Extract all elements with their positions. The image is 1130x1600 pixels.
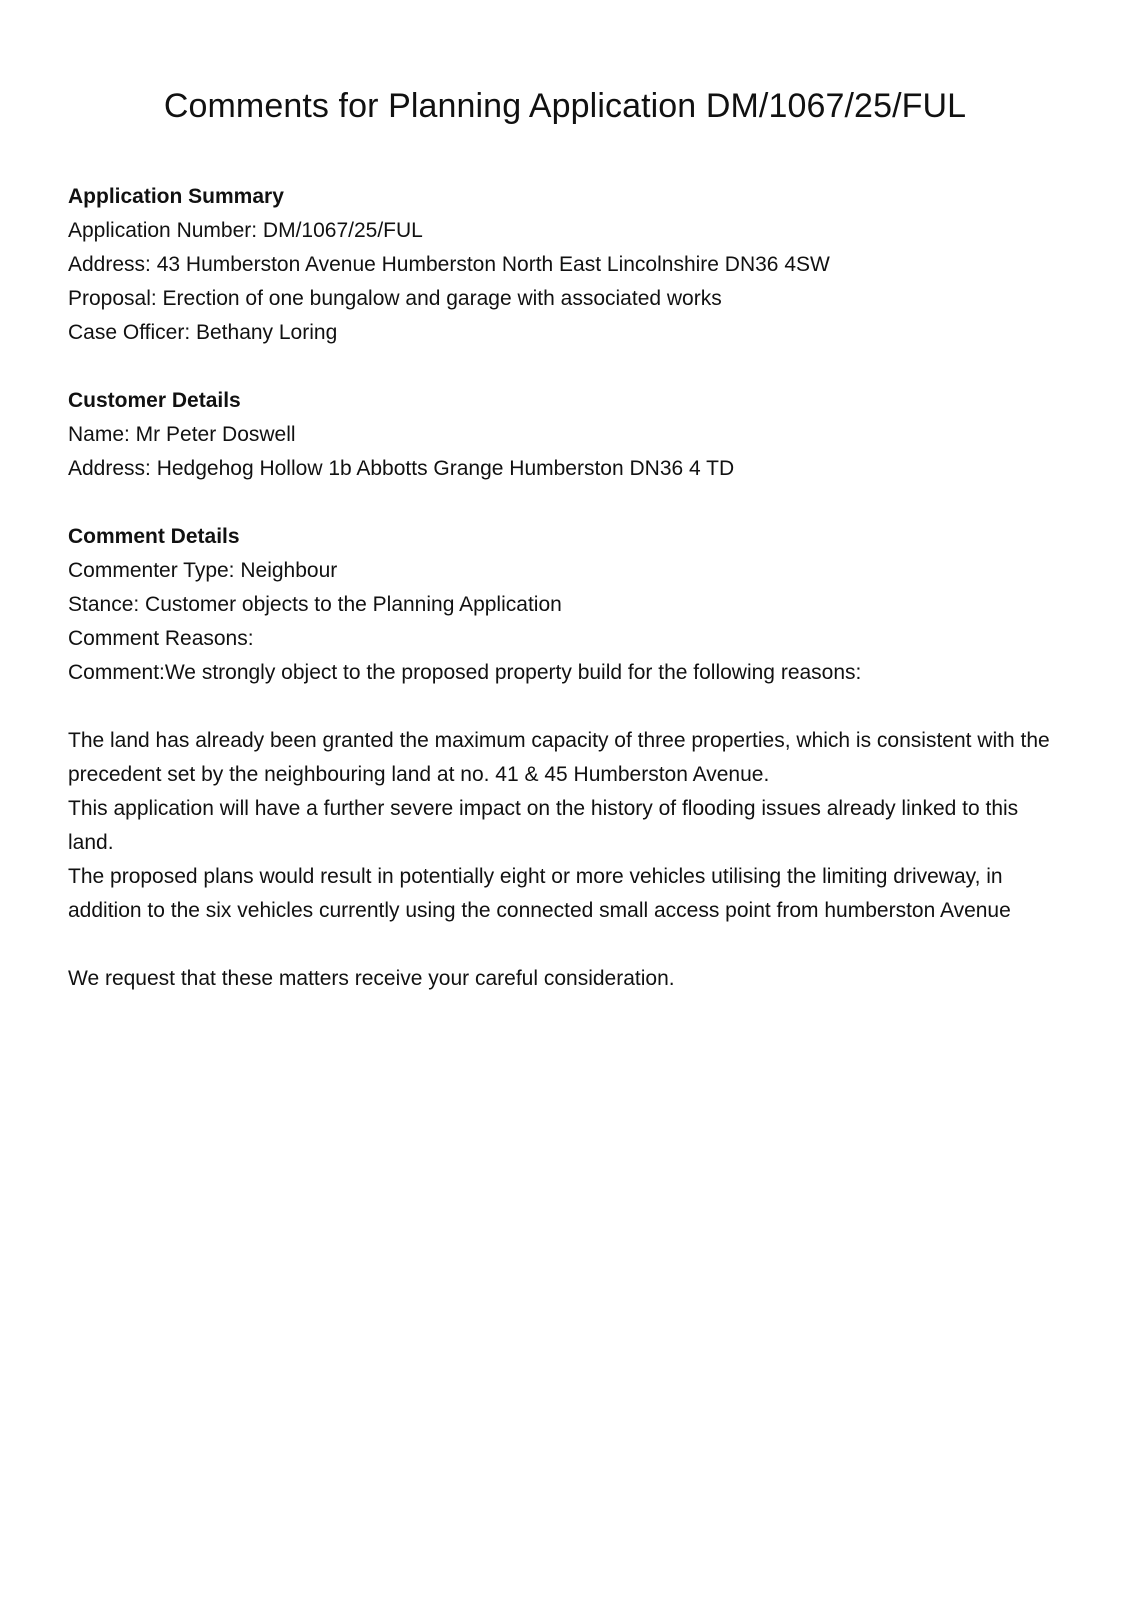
application-summary-section (68, 180, 1068, 350)
commenter-type: Commenter Type: Neighbour (68, 559, 338, 582)
customer-details-heading: Customer Details (68, 389, 241, 412)
comment-details-heading: Comment Details (68, 525, 240, 548)
page-title: Comments for Planning Application DM/1067/25/FUL (163, 87, 967, 125)
application-summary-heading: Application Summary (68, 185, 284, 208)
comment-intro: Comment:We strongly object to the proposed property build for the following reasons: (68, 661, 862, 684)
comment-reasons: Comment Reasons: (68, 627, 254, 650)
application-address: Address: 43 Humberston Avenue Humberston North East Lincolnshire DN36 4SW (68, 253, 830, 276)
customer-details-section (68, 384, 1068, 486)
comment-reason-2: This application will have a further severe impact on the history of flooding issues already linked to this land. (68, 797, 1019, 854)
document-body (68, 180, 1068, 1030)
comment-reasons-block (68, 724, 1068, 928)
comment-closing: We request that these matters receive your careful consideration. (68, 967, 675, 990)
application-proposal: Proposal: Erection of one bungalow and garage with associated works (68, 287, 722, 310)
comment-reason-3: The proposed plans would result in potentially eight or more vehicles utilising the limiting driveway, in addition to the six vehicles currently using the connected small access point from humberston Avenue (68, 865, 1011, 922)
customer-name: Name: Mr Peter Doswell (68, 423, 296, 446)
application-number: Application Number: DM/1067/25/FUL (68, 219, 423, 242)
comment-reason-1: The land has already been granted the maximum capacity of three properties, which is consistent with the precedent set by the neighbouring land at no. 41 & 45 Humberston Avenue. (68, 729, 1050, 786)
case-officer: Case Officer: Bethany Loring (68, 321, 338, 344)
customer-address: Address: Hedgehog Hollow 1b Abbotts Grange Humberston DN36 4 TD (68, 457, 735, 480)
comment-details-section (68, 520, 1068, 996)
stance: Stance: Customer objects to the Planning Application (68, 593, 562, 616)
